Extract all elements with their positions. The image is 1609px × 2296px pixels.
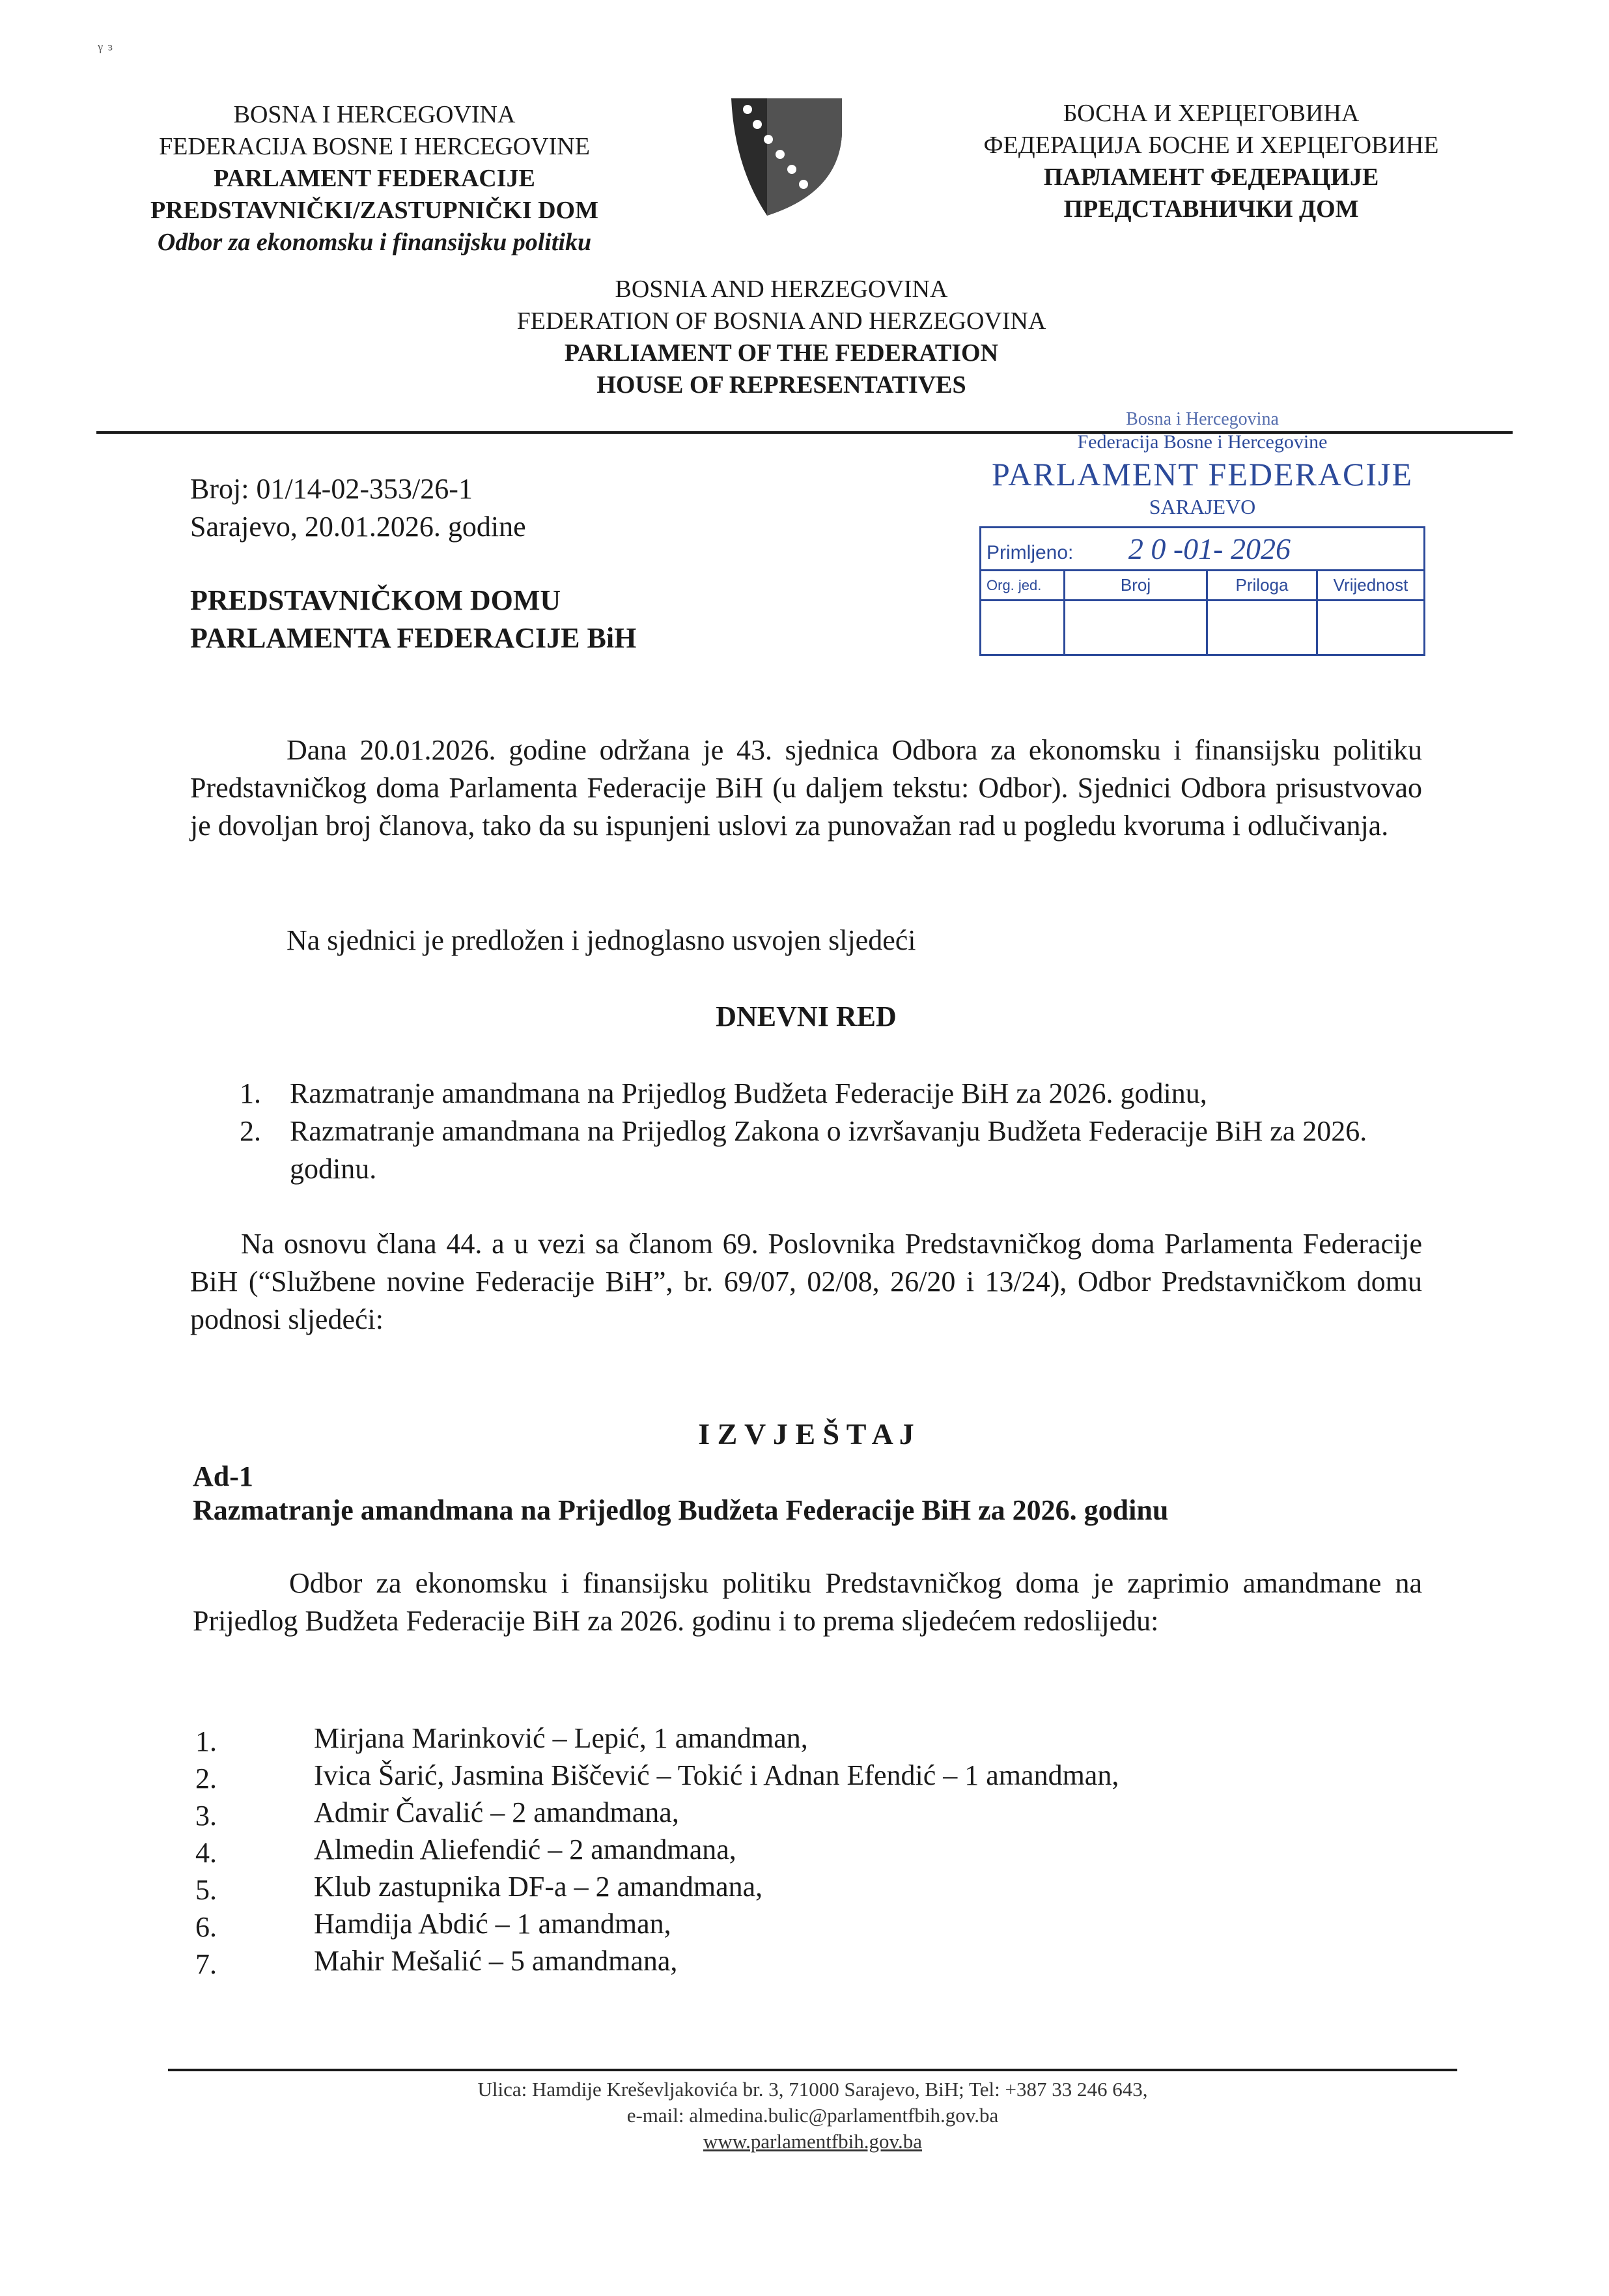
footer-divider (168, 2069, 1457, 2071)
footer-website-link[interactable]: www.parlamentfbih.gov.ba (703, 2130, 923, 2153)
amendment-text: Ivica Šarić, Jasmina Biščević – Tokić i Adnan Efendić – 1 amandman, (314, 1759, 1119, 1791)
stamp-col-org: Org. jed. (981, 571, 1065, 601)
header-right-line4: ПРЕДСТАВНИЧКИ ДОМ (1063, 195, 1359, 223)
agenda-item-text: Razmatranje amandmana na Prijedlog Zakona o izvršavanju Budžeta Federacije BiH za 2026. godinu. (290, 1115, 1367, 1185)
legal-paragraph: Na osnovu člana 44. a u vezi sa članom 69. Poslovnika Predstavničkog doma Parlamenta Federacije BiH (“Službene novine Federacije BiH”, br. 69/07, 02/08, 26/20 i 13/24), Odbor Predstavničkom domu podnosi sljedeći: (190, 1228, 1422, 1335)
stamp-line4: SARAJEVO (1149, 495, 1256, 518)
header-center-line4: HOUSE OF REPRESENTATIVES (596, 371, 966, 399)
stamp-table (979, 526, 1425, 656)
coat-of-arms-logo (728, 95, 845, 219)
header-left-line2: FEDERACIJA BOSNE I HERCEGOVINE (159, 133, 590, 160)
footer (168, 2076, 1457, 2155)
ad-paragraph: Odbor za ekonomsku i finansijsku politiku Predstavničkog doma je zaprimio amandmane na Prijedlog Budžeta Federacije BiH za 2026. godinu i to prema sljedećem redoslijedu: (193, 1567, 1422, 1637)
amendment-number: 5. (195, 1874, 217, 1906)
reference-block (190, 470, 526, 546)
amendment-number: 6. (195, 1911, 217, 1943)
stamp-line3: PARLAMENT FEDERACIJE (991, 456, 1414, 492)
stamp-col-vrijednost: Vrijednost (1317, 571, 1425, 601)
header-left-line1: BOSNA I HERCEGOVINA (233, 101, 516, 128)
header-right-line1: БОСНА И ХЕРЦЕГОВИНА (1063, 100, 1360, 127)
agenda-item-number: 1. (240, 1077, 261, 1109)
header-right-line2: ФЕДЕРАЦИЈА БОСНЕ И ХЕРЦЕГОВИНЕ (983, 132, 1439, 159)
amendment-number: 1. (195, 1725, 217, 1757)
recipient-line2: PARLAMENTA FEDERACIJE BiH (190, 622, 637, 654)
stamp-col-priloga: Priloga (1207, 571, 1317, 601)
header-left (91, 99, 658, 259)
recipient-block (190, 582, 636, 657)
stamp-line1: Bosna i Hercegovina (1126, 409, 1279, 429)
amendment-number: 4. (195, 1837, 217, 1869)
reference-number: Broj: 01/14-02-353/26-1 (190, 473, 473, 505)
stamp-empty-cell (981, 601, 1065, 655)
received-stamp (979, 409, 1425, 656)
agenda-item-number: 2. (240, 1115, 261, 1147)
amendment-text: Klub zastupnika DF-a – 2 amandmana, (314, 1871, 763, 1903)
amendment-text: Hamdija Abdić – 1 amandman, (314, 1908, 671, 1940)
scan-mark: ᵞ ᵌ (98, 39, 113, 61)
header-center (456, 274, 1107, 401)
footer-email: e-mail: almedina.bulic@parlamentfbih.gov.ba (626, 2104, 999, 2127)
agenda-title: DNEVNI RED (716, 1000, 897, 1032)
footer-address: Ulica: Hamdije Kreševljakovića br. 3, 71000 Sarajevo, BiH; Tel: +387 33 246 643, (477, 2078, 1148, 2101)
amendment-number: 7. (195, 1948, 217, 1980)
header-right-line3: ПАРЛАМЕНТ ФЕДЕРАЦИЈЕ (1043, 163, 1379, 191)
header-left-line4: PREDSTAVNIČKI/ZASTUPNIČKI DOM (150, 197, 598, 224)
stamp-col-broj: Broj (1065, 571, 1207, 601)
header-center-line3: PARLIAMENT OF THE FEDERATION (564, 339, 999, 367)
header-left-line3: PARLAMENT FEDERACIJE (214, 165, 535, 192)
stamp-received-cell (981, 528, 1425, 571)
recipient-line1: PREDSTAVNIČKOM DOMU (190, 584, 561, 616)
ad-title: Razmatranje amandmana na Prijedlog Budžeta Federacije BiH za 2026. godinu (193, 1494, 1169, 1526)
stamp-empty-cell (1065, 601, 1207, 655)
header-center-line2: FEDERATION OF BOSNIA AND HERZEGOVINA (516, 307, 1046, 335)
ad-label: Ad-1 (193, 1460, 253, 1492)
header-left-line5: Odbor za ekonomsku i finansijsku politiku (157, 229, 592, 256)
stamp-received-date: 2 0 -01- 2026 (1128, 532, 1291, 565)
stamp-line2: Federacija Bosne i Hercegovine (1077, 431, 1328, 453)
amendment-text: Mahir Mešalić – 5 amandmana, (314, 1945, 678, 1977)
amendment-number: 3. (195, 1800, 217, 1832)
stamp-empty-cell (1207, 601, 1317, 655)
header-center-line1: BOSNIA AND HERZEGOVINA (615, 276, 948, 303)
amendment-number: 2. (195, 1763, 217, 1794)
agenda-item-text: Razmatranje amandmana na Prijedlog Budžeta Federacije BiH za 2026. godinu, (290, 1077, 1207, 1109)
amendment-text: Mirjana Marinković – Lepić, 1 amandman, (314, 1722, 808, 1754)
reference-place-date: Sarajevo, 20.01.2026. godine (190, 511, 526, 543)
stamp-received-label: Primljeno: (986, 542, 1074, 563)
report-title: I Z V J E Š T A J (698, 1417, 914, 1451)
stamp-empty-cell (1317, 601, 1425, 655)
amendment-text: Admir Čavalić – 2 amandmana, (314, 1796, 679, 1828)
amendment-text: Almedin Aliefendić – 2 amandmana, (314, 1834, 736, 1865)
intro-paragraph: Dana 20.01.2026. godine održana je 43. sjednica Odbora za ekonomsku i finansijsku politiku Predstavničkog doma Parlamenta Federacije BiH (u daljem tekstu: Odbor). Sjednici Odbora prisustvovao je dovoljan broj članova, tako da su ispunjeni uslovi za punovažan rad u pogledu kvoruma i odlučivanja. (190, 734, 1422, 842)
header-right (925, 98, 1498, 225)
agenda-intro: Na sjednici je predložen i jednoglasno usvojen sljedeći (287, 924, 916, 956)
